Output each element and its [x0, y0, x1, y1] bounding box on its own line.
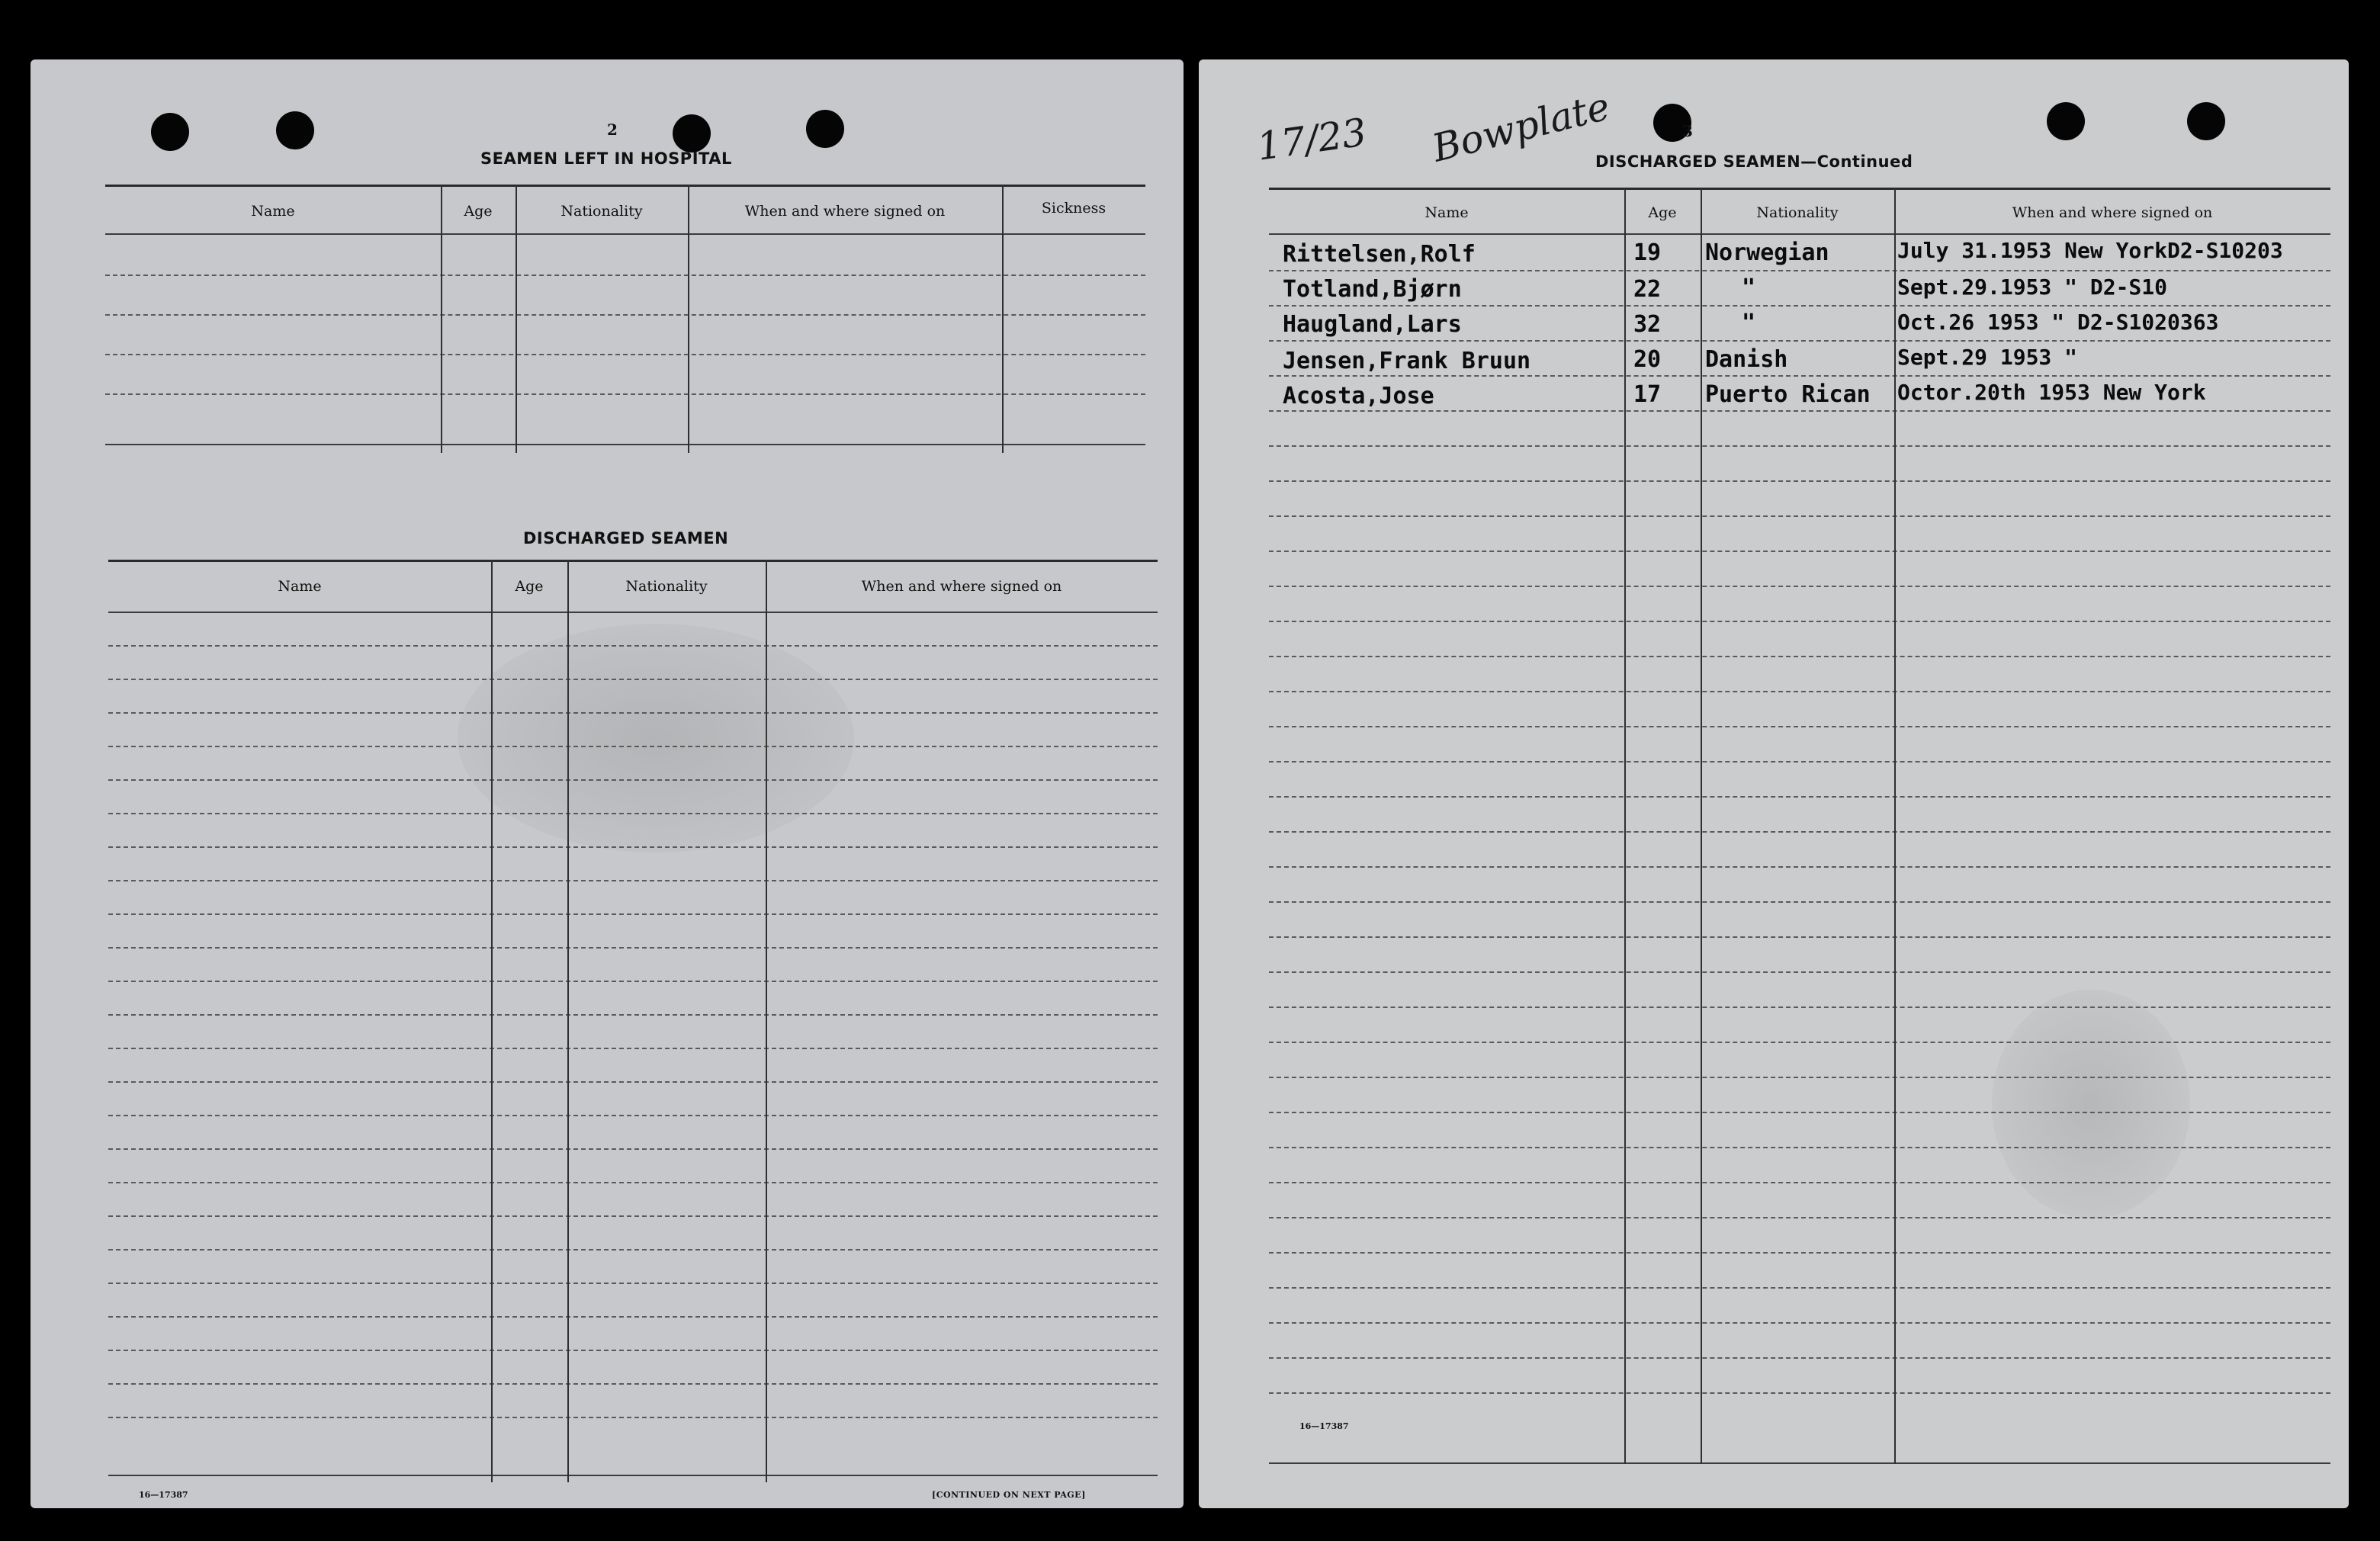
column-header: Nationality: [1756, 204, 1839, 221]
bleed-through-mark: [458, 624, 854, 852]
column-header: When and where signed on: [861, 578, 1062, 595]
seaman-age: 32: [1633, 311, 1662, 338]
form-code: 16—17387: [139, 1490, 188, 1500]
seaman-signed-on: Sept.29.1953 " D2-S10: [1897, 274, 2168, 300]
seaman-signed-on: Octor.20th 1953 New York: [1897, 380, 2206, 405]
column-header: Age: [1648, 204, 1677, 221]
left-page: [31, 59, 1184, 1508]
column-header: Age: [515, 578, 544, 595]
seaman-age: 19: [1633, 239, 1662, 266]
seaman-age: 17: [1633, 381, 1662, 408]
seaman-age: 22: [1633, 276, 1662, 303]
seaman-name: Totland,Bjørn: [1283, 276, 1462, 303]
column-header: Name: [278, 578, 322, 595]
column-header: Age: [464, 203, 493, 220]
seaman-nationality: Norwegian: [1705, 239, 1829, 266]
column-header: Sickness: [1041, 200, 1106, 217]
punch-hole: [2187, 102, 2225, 140]
page-number: 3: [1682, 122, 1693, 140]
bleed-through-mark: [1992, 990, 2190, 1218]
punch-hole: [673, 114, 711, 152]
seaman-name: Jensen,Frank Bruun: [1283, 348, 1531, 374]
form-code: 16—17387: [1299, 1421, 1349, 1431]
hospital-section-title: SEAMEN LEFT IN HOSPITAL: [480, 149, 732, 168]
seaman-signed-on: Sept.29 1953 ": [1897, 345, 2078, 370]
hospital-table: [105, 185, 1145, 453]
seaman-nationality: ": [1742, 274, 1756, 301]
seaman-name: Haugland,Lars: [1283, 311, 1462, 338]
seaman-name: Rittelsen,Rolf: [1283, 241, 1476, 268]
continued-note: [CONTINUED ON NEXT PAGE]: [932, 1490, 1086, 1500]
handwritten-note: Bowplate: [1428, 84, 1614, 171]
punch-hole: [2047, 102, 2085, 140]
column-header: When and where signed on: [2012, 204, 2213, 221]
seaman-nationality: Puerto Rican: [1705, 381, 1871, 408]
right-page: [1199, 59, 2349, 1508]
column-header: Nationality: [625, 578, 708, 595]
page-number: 2: [607, 120, 618, 139]
handwritten-date: 17/23: [1254, 110, 1370, 169]
column-header: When and where signed on: [744, 203, 946, 220]
punch-hole: [151, 113, 189, 151]
punch-hole: [276, 111, 314, 149]
column-header: Nationality: [560, 203, 643, 220]
column-header: Name: [1424, 204, 1469, 221]
discharged-continued-title: DISCHARGED SEAMEN—Continued: [1595, 152, 1913, 171]
seaman-nationality: Danish: [1705, 346, 1788, 373]
seaman-signed-on: July 31.1953 New YorkD2-S10203: [1897, 238, 2283, 263]
punch-hole: [806, 110, 844, 148]
discharged-section-title: DISCHARGED SEAMEN: [523, 529, 729, 547]
seaman-nationality: ": [1742, 310, 1756, 336]
column-header: Name: [251, 203, 295, 220]
seaman-name: Acosta,Jose: [1283, 383, 1434, 409]
discharged-continued-table: [1269, 188, 2330, 1479]
seaman-age: 20: [1633, 346, 1662, 373]
seaman-signed-on: Oct.26 1953 " D2-S1020363: [1897, 310, 2219, 335]
